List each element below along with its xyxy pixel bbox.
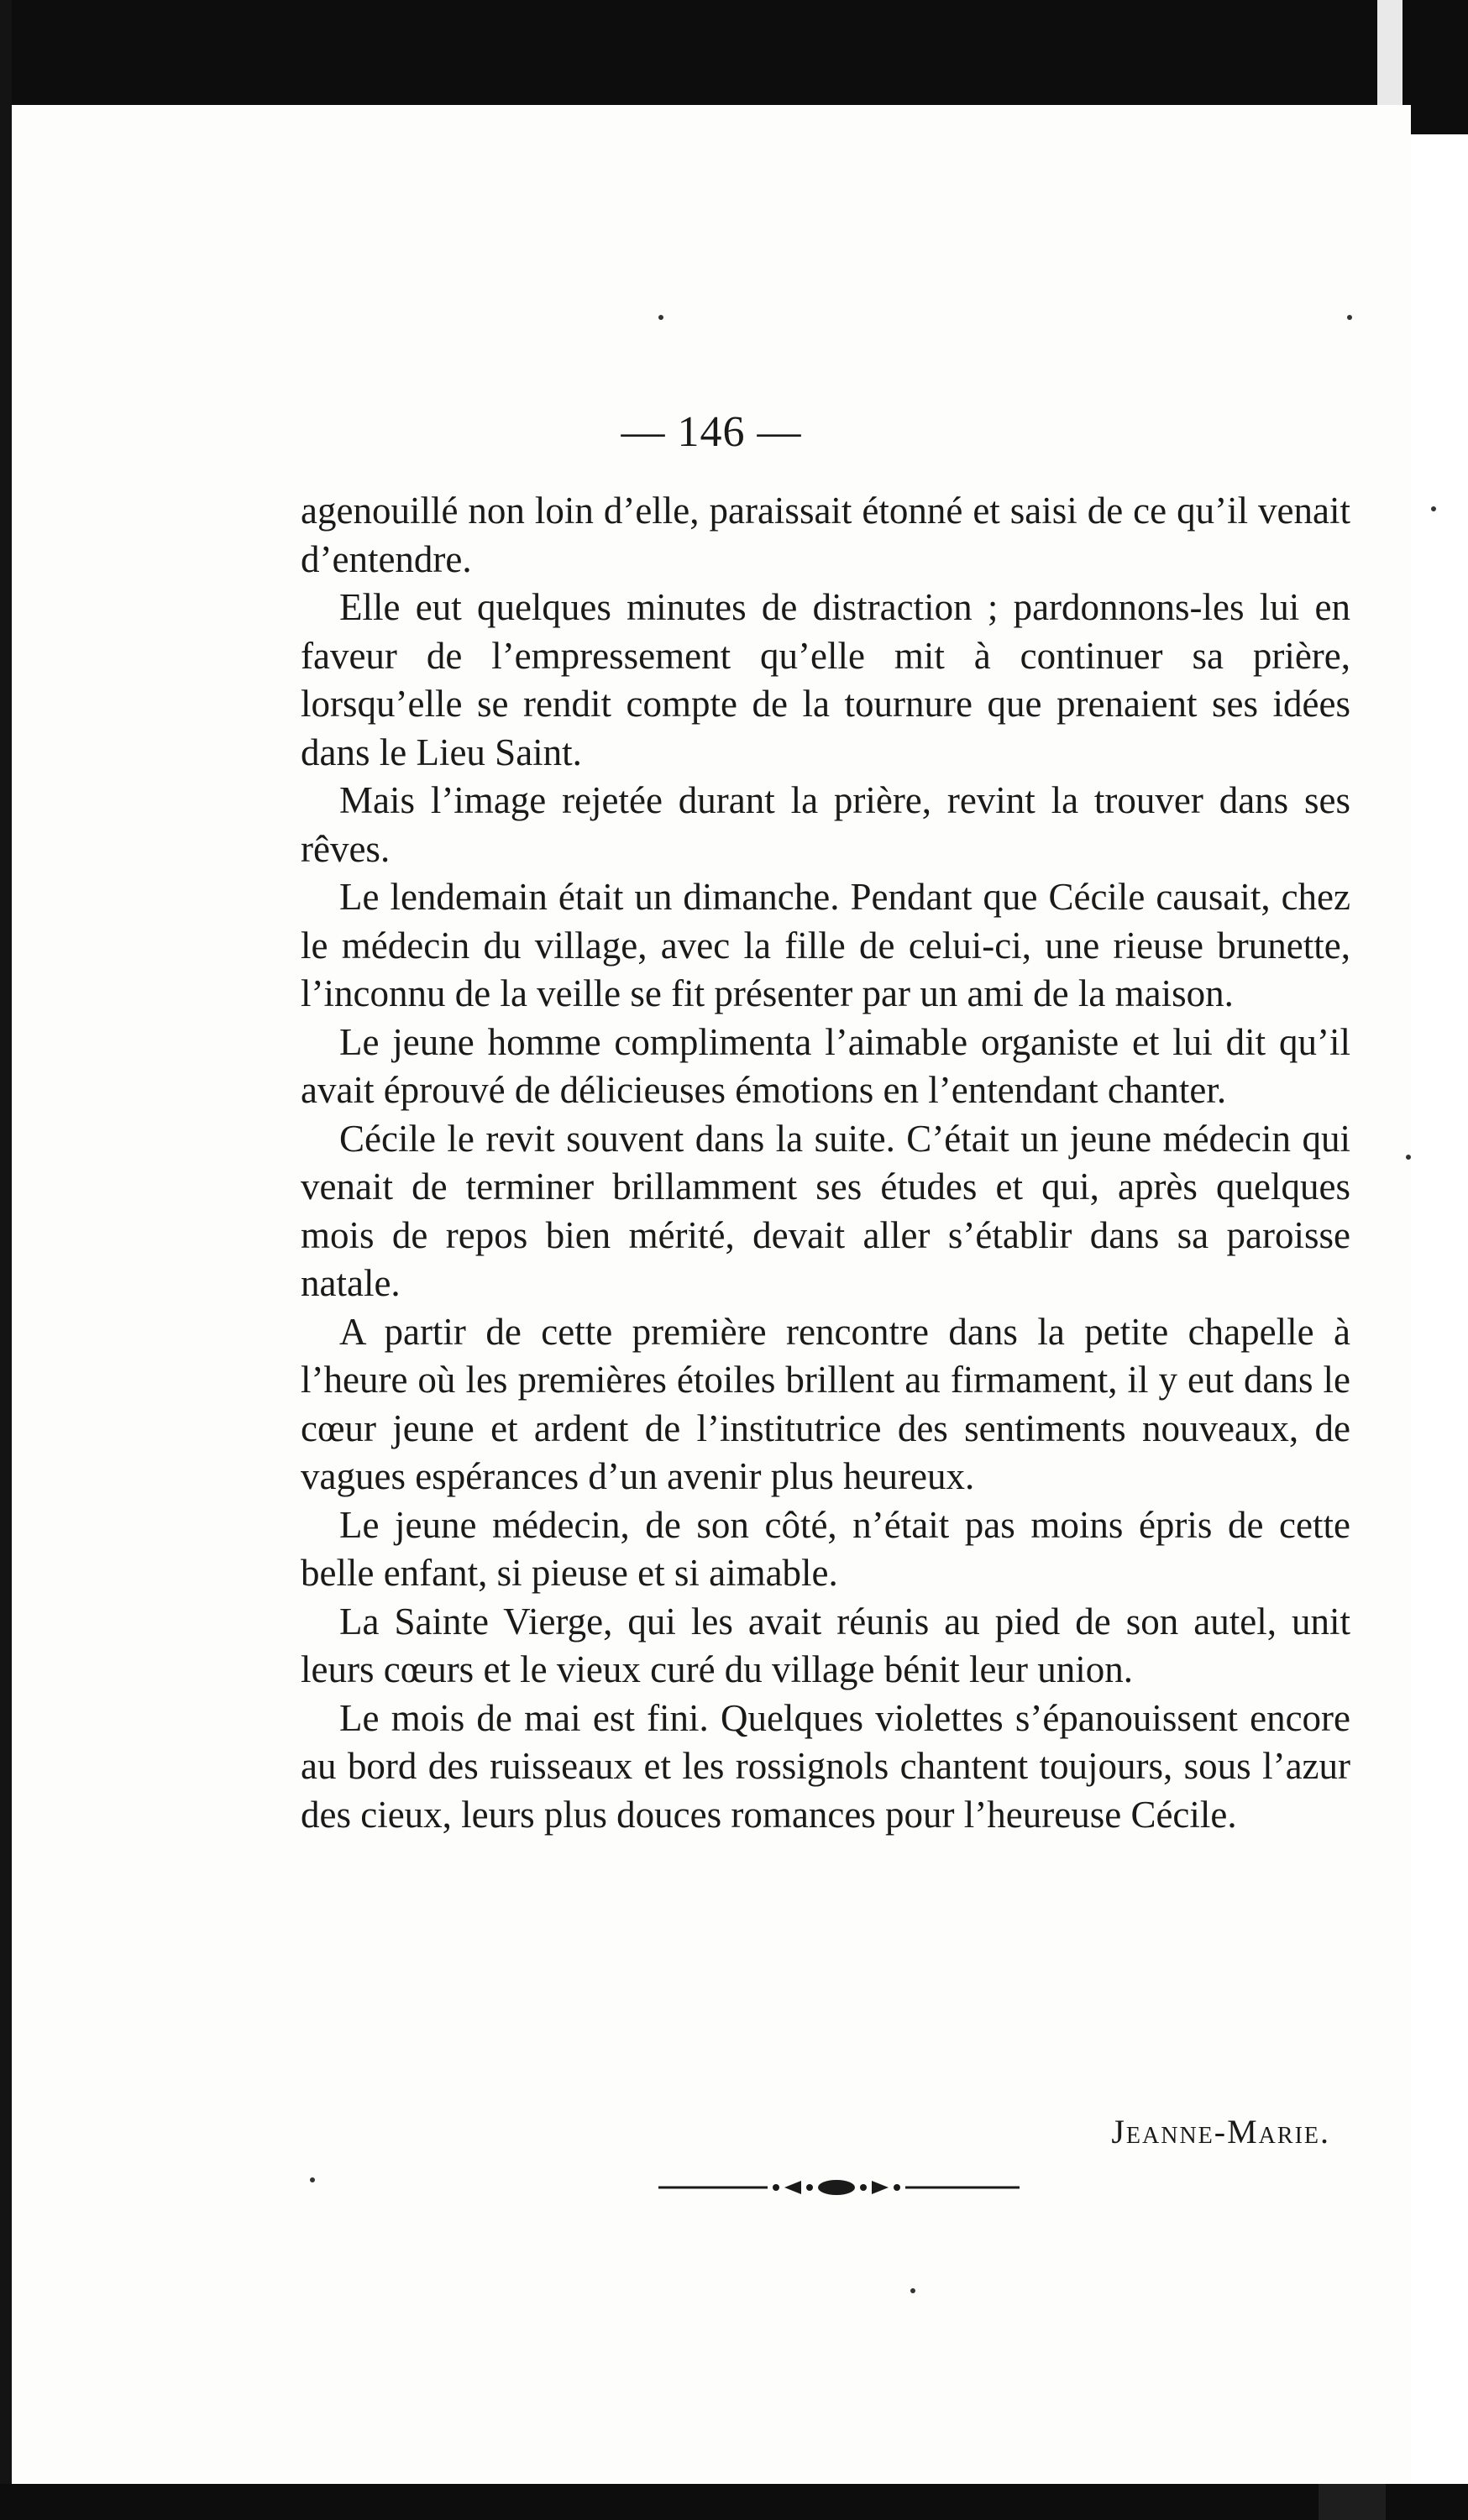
scan-speck (1347, 315, 1352, 320)
page-number: — 146 — (621, 408, 802, 456)
scan-speck (1431, 506, 1436, 511)
decorative-rule-ornament (658, 2171, 1020, 2204)
scan-border-bottom (0, 2484, 1468, 2520)
scan-border-notch (1377, 0, 1402, 105)
scan-speck (310, 2177, 315, 2182)
scan-border-cut (1319, 2484, 1386, 2520)
paragraph: La Sainte Vierge, qui les avait réunis au pied de son autel, unit leurs cœurs et le vieux curé du village bénit leur union. (301, 1600, 1350, 1690)
paragraph: Cécile le revit souvent dans la suite. C’était un jeune médecin qui venait de terminer brillamment ses études et qui, après quelques mois de repos bien mérité, devait aller s’établir dans sa paroisse natale. (301, 1117, 1350, 1304)
author-signature: Jeanne-Marie. (1111, 2113, 1330, 2151)
scan-speck (1406, 1155, 1411, 1160)
scan-border-left (0, 0, 12, 2520)
paragraph: A partir de cette première rencontre dans la petite chapelle à l’heure où les premières étoiles brillent au firmament, il y eut dans le cœur jeune et ardent de l’institutrice des sentiments nouveaux, de vagues espérances d’un avenir plus heureux. (301, 1310, 1350, 1497)
scan-speck (658, 315, 663, 320)
paragraph: Le jeune médecin, de son côté, n’était pas moins épris de cette belle enfant, si pieuse et si aimable. (301, 1503, 1350, 1594)
paragraph: Mais l’image rejetée durant la prière, revint la trouver dans ses rêves. (301, 779, 1350, 870)
scan-speck (910, 2288, 915, 2293)
book-page (12, 105, 1411, 2484)
scan-border-right (1411, 0, 1468, 134)
paragraph: Le lendemain était un dimanche. Pendant que Cécile causait, chez le médecin du village, avec la fille de celui-ci, une rieuse brunette, l’inconnu de la veille se fit présenter par un ami de la maison. (301, 876, 1350, 1014)
paragraph: Elle eut quelques minutes de distraction ; pardonnons-les lui en faveur de l’empressement qu’elle mit à continuer sa prière, lorsqu’elle se rendit compte de la tournure que prenaient ses idées dans le Lieu Saint. (301, 586, 1350, 773)
scan-border-top (0, 0, 1468, 105)
body-text (301, 487, 1350, 1839)
paragraph: Le jeune homme complimenta l’aimable organiste et lui dit qu’il avait éprouvé de délicieuses émotions en l’entendant chanter. (301, 1020, 1350, 1111)
paragraph: Le mois de mai est fini. Quelques violettes s’épanouissent encore au bord des ruisseaux et les rossignols chantent toujours, sous l’azur des cieux, leurs plus douces romances pour l’heureuse Cécile. (301, 1696, 1350, 1836)
paragraph: agenouillé non loin d’elle, paraissait étonné et saisi de ce qu’il venait d’entendre. (301, 490, 1350, 580)
